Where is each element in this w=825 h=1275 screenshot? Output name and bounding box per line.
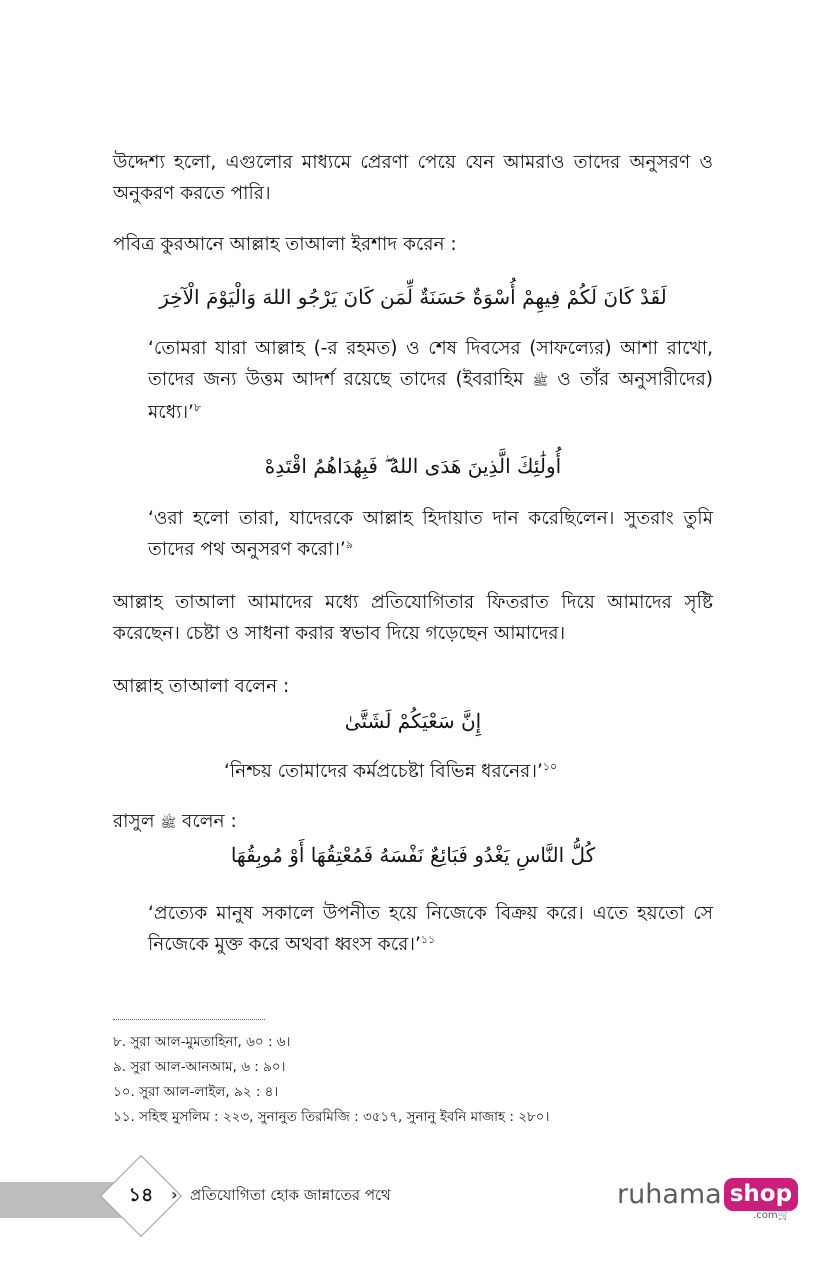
arabic-verse-2: أُولَٰئِكَ الَّذِينَ هَدَى اللهُ ۖ فَبِهُدَاهُمُ اقْتَدِهْ [264, 454, 562, 478]
translation-quote-2 [148, 503, 713, 565]
footnote-ref-8[interactable]: ৮ [193, 400, 202, 414]
footnote-11: ১১. সহিহু মুসলিম : ২২৩, সুনানুত তিরমিজি : ৩৫১৭, সুনানু ইবনি মাজাহ : ২৮০। [113, 1109, 550, 1125]
hadith-arabic: كُلُّ النَّاسِ يَغْدُو فَبَائِعٌ نَفْسَهُ فَمُعْتِقُهَا أَوْ مُوبِقُهَا [230, 843, 596, 867]
quote-4-text: ‘প্রত্যেক মানুষ সকালে উপনীত হয়ে নিজেকে বিক্রয় করে। এতে হয়তো সে নিজেকে মুক্ত করে অথবা ধ্বংস করে।’ [148, 903, 713, 955]
quote-1-text: ‘তোমরা যারা আল্লাহ (-র রহমত) ও শেষ দিবসের (সাফল্যের) আশা রাখো, তাদের জন্য উত্তম আদর্শ রয়েছে তাদের (ইবরাহিম [148, 338, 713, 390]
footnote-8: ৮. সুরা আল-মুমতাহিনা, ৬০ : ৬। [113, 1034, 291, 1050]
paragraph-fitrah: আল্লাহ তাআলা আমাদের মধ্যে প্রতিযোগিতার ফিতরাত দিয়ে আমাদের সৃষ্টি করেছেন। চেষ্টা ও সাধনা করার স্বভাব দিয়ে গড়েছেন আমাদের। [113, 592, 713, 644]
arabic-verse-1: لَقَدْ كَانَ لَكُمْ فِيهِمْ أُسْوَةٌ حَسَنَةٌ لِّمَن كَانَ يَرْجُو اللهَ وَالْيَوْمَ الْآخِرَ [159, 285, 667, 309]
salutation-icon: ﷺ [532, 374, 549, 389]
paragraph-allah-says: আল্লাহ তাআলা বলেন : [113, 676, 290, 697]
running-book-title: প্রতিযোগিতা হোক জান্নাতের পথে [190, 1186, 391, 1204]
footnote-ref-10[interactable]: ১০ [542, 759, 558, 773]
salutation-icon: ﷺ [160, 816, 177, 831]
quote-2-text: ‘ওরা হলো তারা, যাদেরকে আল্লাহ হিদায়াত দান করেছিলেন। সুতরাং তুমি তাদের পথ অনুসরণ করো।’ [148, 508, 713, 560]
quote-1-tail: ও তাঁর অনুসারীদের) মধ্যে।’ [148, 369, 714, 423]
translation-quote-3 [224, 756, 724, 787]
ruhamashop-logo [617, 1177, 798, 1221]
logo-shop-badge: shop [724, 1178, 798, 1211]
translation-quote-4 [148, 898, 713, 960]
paragraph-rasul-says [113, 806, 713, 839]
logo-domain: .com🛒 [753, 1210, 791, 1221]
footnote-ref-9[interactable]: ৯ [345, 537, 353, 551]
quote-3-text: ‘নিশ্চয় তোমাদের কর্মপ্রচেষ্টা বিভিন্ন ধরনের।’ [224, 761, 543, 782]
arabic-verse-3: إِنَّ سَعْيَكُمْ لَشَتَّىٰ [344, 709, 482, 733]
footnote-10: ১০. সুরা আল-লাইল, ৯২ : ৪। [113, 1084, 279, 1100]
footnote-9: ৯. সুরা আল-আনআম, ৬ : ৯০। [113, 1059, 286, 1075]
translation-quote-1 [148, 333, 713, 428]
rasul-label: রাসুল [113, 811, 155, 832]
paragraph-quran-intro: পবিত্র কুরআনে আল্লাহ তাআলা ইরশাদ করেন : [113, 234, 457, 255]
logo-wordmark: ruhama [617, 1179, 722, 1210]
chevron-right-icon: › [171, 1185, 178, 1204]
page-number: ১৪ [128, 1184, 154, 1206]
footnote-ref-11[interactable]: ১১ [420, 932, 436, 946]
says-label: বলেন : [182, 811, 237, 832]
paragraph-intro: উদ্দেশ্য হলো, এগুলোর মাধ্যমে প্রেরণা পেয়ে যেন আমরাও তাদের অনুসরণ ও অনুকরণ করতে পারি। [113, 152, 713, 204]
footnote-divider [113, 1019, 265, 1020]
